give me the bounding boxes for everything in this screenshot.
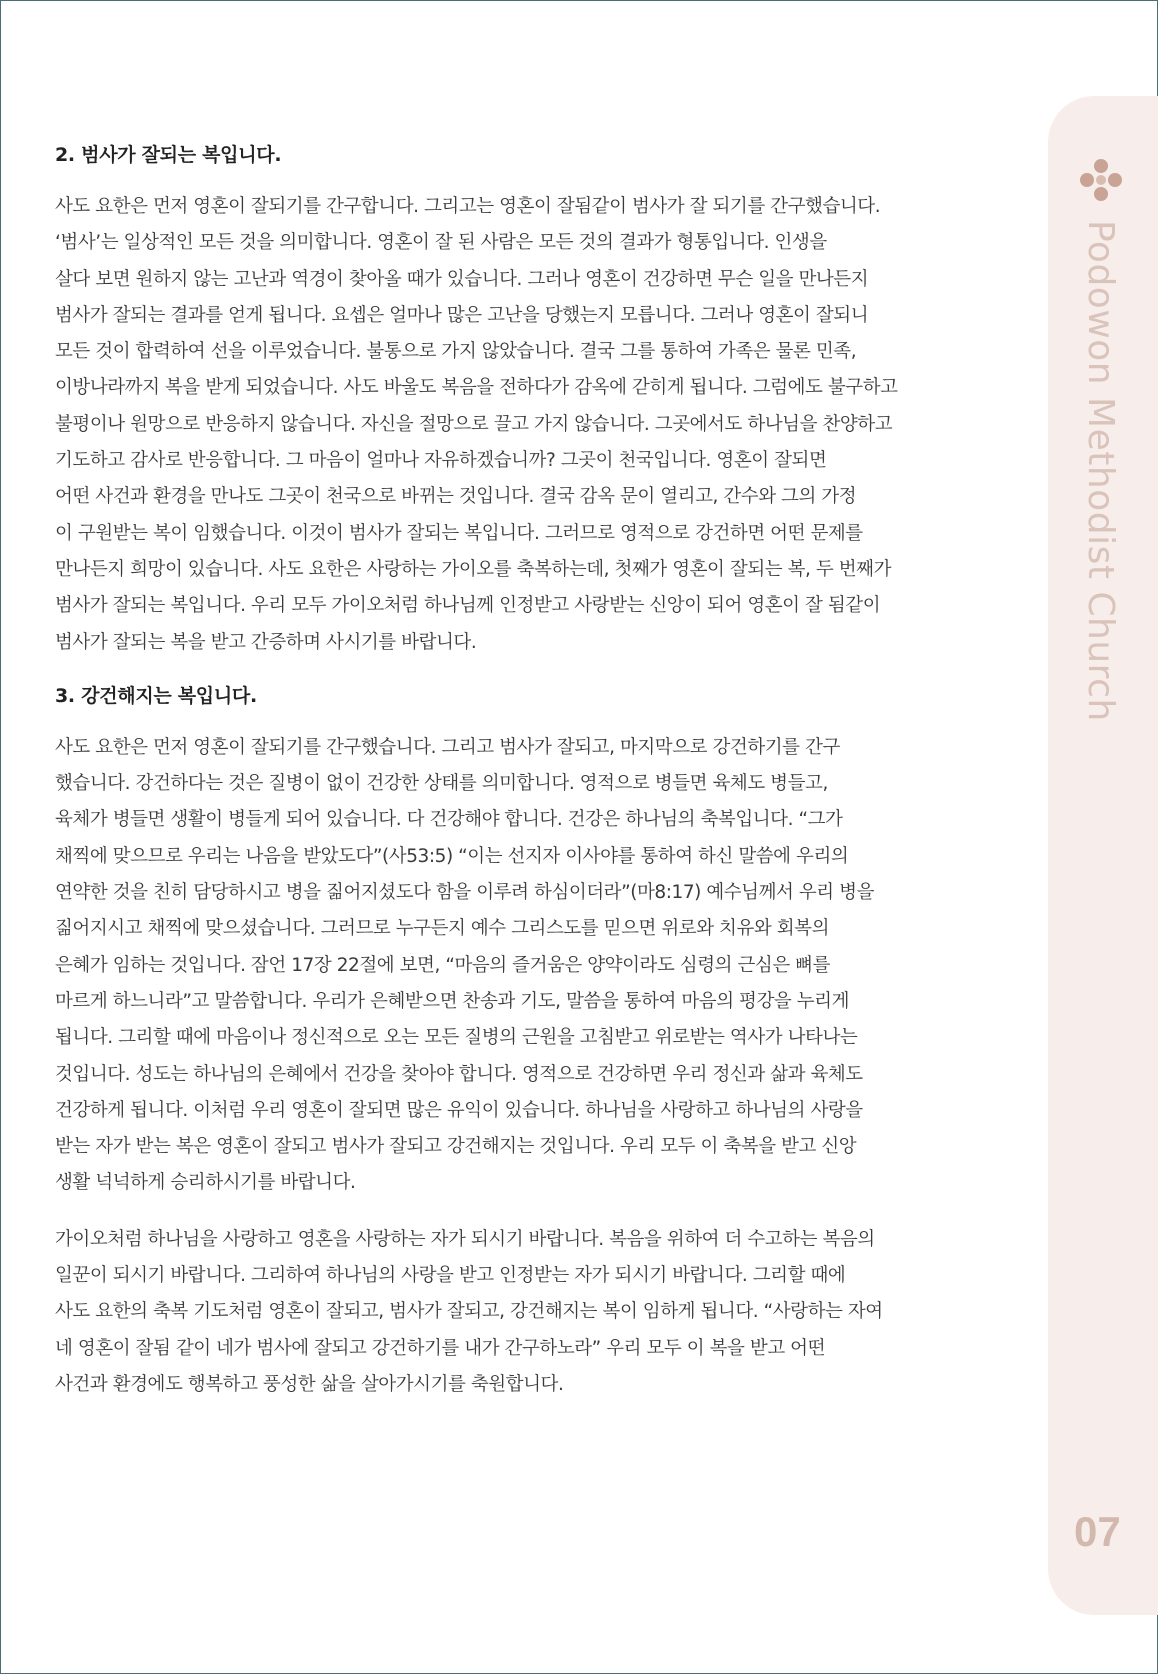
text-line: 것입니다. 성도는 하나님의 은혜에서 건강을 찾아야 합니다. 영적으로 건강하면 우리 정신과 삶과 육체도 <box>55 1063 863 1085</box>
text-line: ‘범사’는 일상적인 모든 것을 의미합니다. 영혼이 잘 된 사람은 모든 것의 결과가 형통입니다. 인생을 <box>55 232 827 254</box>
section-heading-3: 3. 강건해지는 복입니다. <box>55 684 257 707</box>
section-heading-2: 2. 범사가 잘되는 복입니다. <box>55 144 282 166</box>
church-name-vertical: Podowon Methodist Church <box>1080 220 1121 722</box>
text-line: 범사가 잘되는 복입니다. 우리 모두 가이오처럼 하나님께 인정받고 사랑받는 신앙이 되어 영혼이 잘 됨같이 <box>55 595 881 617</box>
text-line: 됩니다. 그리할 때에 마음이나 정신적으로 오는 모든 질병의 근원을 고침받고 위로받는 역사가 나타나는 <box>55 1027 858 1049</box>
text-line: 기도하고 감사로 반응합니다. 그 마음이 얼마나 자유하겠습니까? 그곳이 천국입니다. 영혼이 잘되면 <box>55 450 827 472</box>
text-line: 모든 것이 합력하여 선을 이루었습니다. 불통으로 가지 않았습니다. 결국 그를 통하여 가족은 물론 민족, <box>55 341 857 363</box>
text-line: 범사가 잘되는 복을 받고 간증하며 사시기를 바랍니다. <box>55 631 477 653</box>
text-line: 마르게 하느니라”고 말씀합니다. 우리가 은혜받으면 찬송과 기도, 말씀을 통하여 마음의 평강을 누리게 <box>55 990 849 1012</box>
text-line: 사도 요한은 먼저 영혼이 잘되기를 간구했습니다. 그리고 범사가 잘되고, 마지막으로 강건하기를 간구 <box>55 736 840 758</box>
text-line: 건강하게 됩니다. 이처럼 우리 영혼이 잘되면 많은 유익이 있습니다. 하나님을 사랑하고 하나님의 사랑을 <box>55 1099 863 1121</box>
text-line: 일꾼이 되시기 바랍니다. 그리하여 하나님의 사랑을 받고 인정받는 자가 되시기 바랍니다. 그리할 때에 <box>55 1265 846 1287</box>
page-number: 07 <box>1074 1508 1121 1555</box>
text-line: 가이오처럼 하나님을 사랑하고 영혼을 사랑하는 자가 되시기 바랍니다. 복음을 위하여 더 수고하는 복음의 <box>55 1228 875 1250</box>
text-line: 범사가 잘되는 결과를 얻게 됩니다. 요셉은 얼마나 많은 고난을 당했는지 모릅니다. 그러나 영혼이 잘되니 <box>55 304 869 326</box>
text-line: 받는 자가 받는 복은 영혼이 잘되고 범사가 잘되고 강건해지는 것입니다. 우리 모두 이 축복을 받고 신앙 <box>55 1136 857 1158</box>
text-line: 사건과 환경에도 행복하고 풍성한 삶을 살아가시기를 축원합니다. <box>55 1373 564 1395</box>
text-line: 은혜가 임하는 것입니다. 잠언 17장 22절에 보면, “마음의 즐거움은 양약이라도 심령의 근심은 뼈를 <box>55 954 831 976</box>
article-body <box>55 140 1000 1423</box>
text-line: 연약한 것을 친히 담당하시고 병을 짊어지셨도다 함을 이루려 하심이더라”(마8:17) 예수님께서 우리 병을 <box>55 882 874 904</box>
section-paragraph-3 <box>55 730 1000 1202</box>
text-line: 네 영혼이 잘됨 같이 네가 범사에 잘되고 강건하기를 내가 간구하노라” 우리 모두 이 복을 받고 어떤 <box>55 1337 826 1359</box>
text-line: 사도 요한의 축복 기도처럼 영혼이 잘되고, 범사가 잘되고, 강건해지는 복이 임하게 됩니다. “사랑하는 자여 <box>55 1301 883 1323</box>
text-line: 살다 보면 원하지 않는 고난과 역경이 찾아올 때가 있습니다. 그러나 영혼이 건강하면 무슨 일을 만나든지 <box>55 268 869 290</box>
grape-cluster-icon <box>1075 156 1127 208</box>
text-line: 사도 요한은 먼저 영혼이 잘되기를 간구합니다. 그리고는 영혼이 잘됨같이 범사가 잘 되기를 간구했습니다. <box>55 196 881 217</box>
text-line: 육체가 병들면 생활이 병들게 되어 있습니다. 다 건강해야 합니다. 건강은 하나님의 축복입니다. “그가 <box>55 809 843 831</box>
text-line: 만나든지 희망이 있습니다. 사도 요한은 사랑하는 가이오를 축복하는데, 첫째가 영혼이 잘되는 복, 두 번째가 <box>55 558 891 580</box>
text-line: 했습니다. 강건하다는 것은 질병이 없이 건강한 상태를 의미합니다. 영적으로 병들면 육체도 병들고, <box>55 773 828 795</box>
text-line: 채찍에 맞으므로 우리는 나음을 받았도다”(사53:5) “이는 선지자 이사야를 통하여 하신 말씀에 우리의 <box>55 845 849 867</box>
text-line: 불평이나 원망으로 반응하지 않습니다. 자신을 절망으로 끌고 가지 않습니다. 그곳에서도 하나님을 찬양하고 <box>55 413 893 435</box>
text-line: 이방나라까지 복을 받게 되었습니다. 사도 바울도 복음을 전하다가 감옥에 갇히게 됩니다. 그럼에도 불구하고 <box>55 377 898 399</box>
section-paragraph-2 <box>55 189 1000 661</box>
text-line: 어떤 사건과 환경을 만나도 그곳이 천국으로 바뀌는 것입니다. 결국 감옥 문이 열리고, 간수와 그의 가정 <box>55 486 857 508</box>
closing-paragraph <box>55 1222 1000 1403</box>
text-line: 생활 넉넉하게 승리하시기를 바랍니다. <box>55 1172 356 1194</box>
text-line: 짊어지시고 채찍에 맞으셨습니다. 그러므로 누구든지 예수 그리스도를 믿으면 위로와 치유와 회복의 <box>55 918 830 940</box>
text-line: 이 구원받는 복이 임했습니다. 이것이 범사가 잘되는 복입니다. 그러므로 영적으로 강건하면 어떤 문제를 <box>55 522 863 544</box>
